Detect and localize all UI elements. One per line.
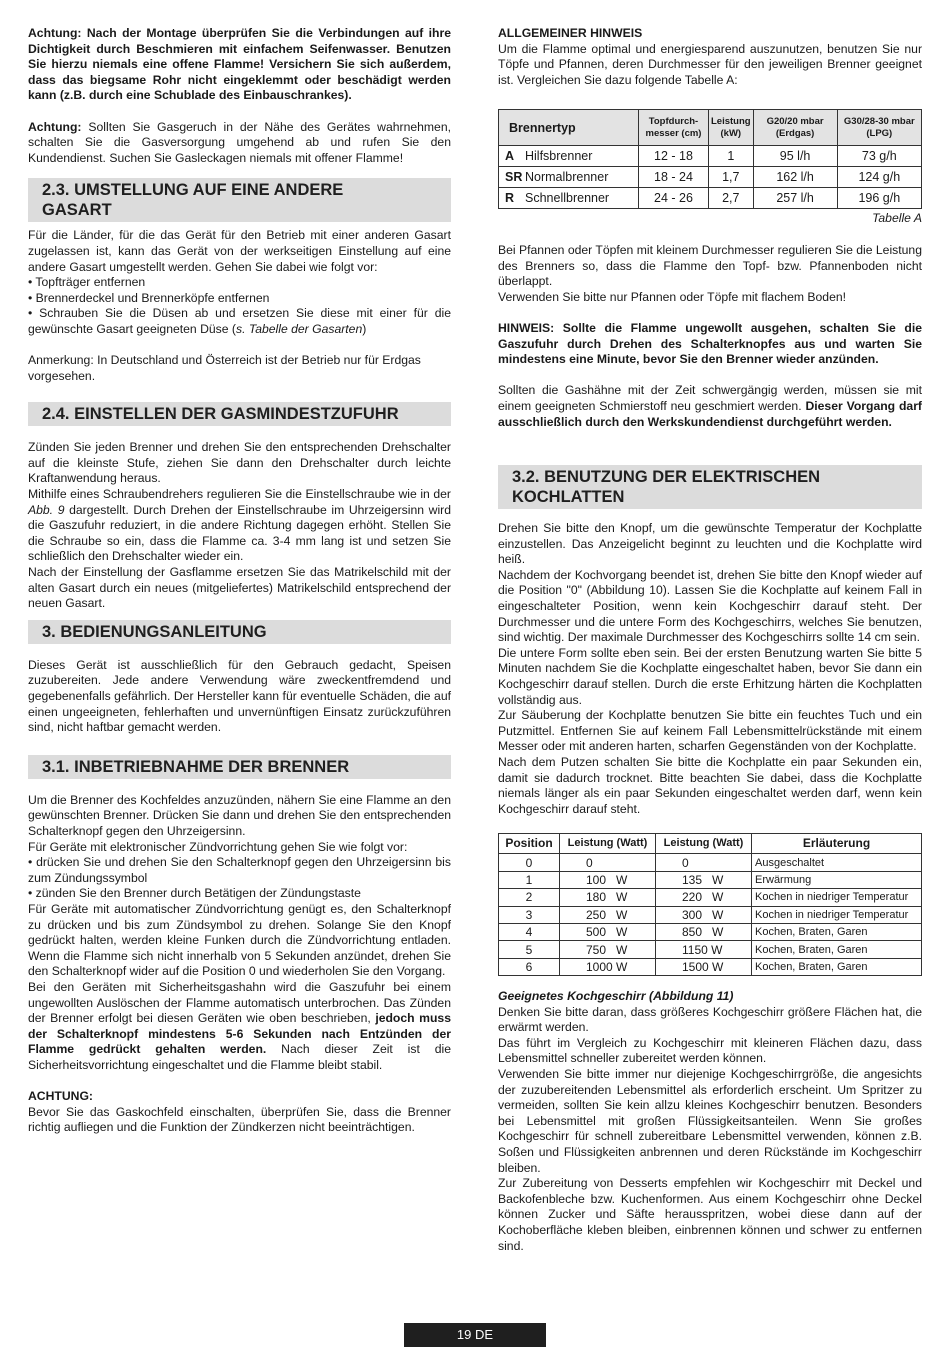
heading-line: KOCHLATTEN (512, 488, 625, 507)
bold-text: Dieser Vorgang darf ausschließlich durch den Werkskundendienst durchgeführt werden. (498, 398, 922, 429)
table-cell: Kochen in niedriger Temperatur (752, 906, 922, 923)
table-caption: Tabelle A (872, 211, 922, 226)
table-cell: 2,7 (709, 188, 754, 209)
table-cell: 1000 W (560, 958, 656, 975)
table-cell: Erwärmung (752, 871, 922, 888)
table-cell: Kochen, Braten, Garen (752, 923, 922, 940)
warning-paragraph-2 (28, 120, 451, 167)
table-header: Erläuterung (752, 834, 922, 854)
bullet-item (28, 306, 451, 337)
table-row (499, 188, 922, 209)
heading-line: 3. BEDIENUNGSANLEITUNG (42, 622, 267, 641)
table-row (499, 167, 922, 188)
paragraph (28, 980, 451, 1074)
burner-code: R (505, 190, 515, 205)
table-cell: 6 (499, 958, 560, 975)
heading-line: 2.4. EINSTELLEN DER GASMINDESTZUFUHR (42, 405, 399, 424)
paragraph: Um die Brenner des Kochfeldes anzuzünden, nähern Sie eine Flamme an den gewünschten Brenner. Drücken Sie dann und drehen Sie den entsprechenden Schalterknopf gegen den Uhrzeigersinn. (28, 792, 451, 838)
table-cell: 0 (656, 854, 752, 871)
table-cell: Kochen in niedriger Temperatur (752, 889, 922, 906)
table-header: Leistung (Watt) (560, 834, 656, 854)
table-cell: 220 W (656, 889, 752, 906)
paragraph: Nach dem Putzen schalten Sie bitte die Kochplatte ein paar Sekunden ein, damit sie dadurch trocknet. Bitte beachten Sie dabei, dass die Kochplatte niemals länger als ein paar Sekunden eingeschaltet werden darf, wenn kein Kochgeschirr darauf steht. (498, 755, 922, 816)
table-cell: 5 (499, 941, 560, 958)
text: dargestellt. Durch Drehen der Einstellschraube im Uhrzeigersinn wird die Gaszufuhr reduziert, in die andere Richtung dagegen erhöht. Stellen Sie die Schraube so ein, dass die Flamme ca. 3-4 mm lang ist und setzen Sie schließlich den Drehschalter wieder ein. (28, 502, 451, 564)
page-number: 19 DE (404, 1323, 546, 1347)
table-reference: s. Tabelle der Gasarten (236, 321, 363, 336)
table-cell: 162 l/h (753, 167, 837, 188)
table-row (499, 906, 922, 923)
table-cell: 1150 W (656, 941, 752, 958)
burner-name: Hilfsbrenner (525, 148, 593, 163)
table-cell: 257 l/h (753, 188, 837, 209)
table-cell: 1500 W (656, 958, 752, 975)
text: Bei den Geräten mit Sicherheitsgashahn wird die Gaszufuhr bei einem ungewollten Auslöschen der Flamme automatisch unterbrochen. Das Zünden der Brenner erfolgt bei diesen Geräten wie oben beschrieben, (28, 979, 451, 1026)
paragraph (498, 383, 922, 430)
table-cell: 2 (499, 889, 560, 906)
table-cell: 1,7 (709, 167, 754, 188)
warning-text: Sollten Sie Gasgeruch in der Nähe des Gerätes wahrnehmen, schalten Sie die Gasversorgung umgehend ab und rufen Sie den Kundendienst. Suchen Sie Gasleckagen niemals mit offener Flamme! (28, 119, 451, 165)
table-row (499, 941, 922, 958)
table-cell: 850 W (656, 923, 752, 940)
bullet-text: • Schrauben Sie die Düsen ab und ersetzen Sie diese mit einer für die gewünschte Gasart geeigneten Düse ( (28, 306, 451, 336)
table-header: Leistung (kW) (709, 110, 754, 146)
burner-table (498, 109, 922, 209)
table-cell (499, 188, 639, 209)
table-cell: 135 W (656, 871, 752, 888)
left-column (28, 26, 451, 1136)
text: Mithilfe eines Schraubendrehers regulieren Sie die Einstellschraube wie in der (28, 487, 451, 502)
table-cell: 95 l/h (753, 146, 837, 167)
note-paragraph: Anmerkung: In Deutschland und Österreich ist der Betrieb nur für Erdgas vorgesehen. (28, 353, 421, 383)
section-heading-3-2 (498, 465, 922, 509)
table-cell: 180 W (560, 889, 656, 906)
table-cell: 0 (560, 854, 656, 871)
bullet-text-end: ) (362, 321, 367, 336)
table-cell: 12 - 18 (639, 146, 709, 167)
table-header-row (499, 110, 922, 146)
table-header: Topfdurch-messer (cm) (639, 110, 709, 146)
table-cell: 4 (499, 923, 560, 940)
table-cell: 73 g/h (837, 146, 921, 167)
section-heading-3 (28, 620, 451, 644)
text: Sollten die Gashähne mit der Zeit schwergängig werden, müssen sie mit einem geeigneten Schmierstoff neu geschmiert werden. (498, 383, 922, 413)
table-cell: 196 g/h (837, 188, 921, 209)
right-column (498, 26, 922, 1254)
paragraph: Zur Zubereitung von Desserts empfehlen wir Kochgeschirr mit Deckel und Backofenbleche bzw. Kuchenformen. Aus einem Kochgeschirr ohne Deckel können Zucker und Säfte herausspritzen, wobei diese dann auf der Kochoberfläche kleben bleiben, einbrennen können und schwer zu entfernen sind. (498, 1176, 922, 1253)
paragraph: Dieses Gerät ist ausschließlich für den Gebrauch gedacht, Speisen zuzubereiten. Jede andere Verwendung wäre zweckentfremdend und gegebenenfalls gefährlich. Der Hersteller kann für eventuelle Schäden, die auf einen ungeeigneten, fehlerhaften und unvernünftigen Einsatz zurückzuführen sind, nicht haftbar gemacht werden. (28, 657, 451, 735)
table-cell: 124 g/h (837, 167, 921, 188)
paragraph: Um die Flamme optimal und energiesparend auszunutzen, benutzen Sie nur Töpfe und Pfannen, deren Durchmesser für den jeweiligen Brenner geeignet ist. Vergleichen Sie dazu folgende Tabelle A: (498, 41, 922, 87)
table-cell: 750 W (560, 941, 656, 958)
table-cell: 18 - 24 (639, 167, 709, 188)
section-heading-3-1 (28, 755, 451, 779)
paragraph: Für Geräte mit automatischer Zündvorrichtung genügt es, den Schalterknopf zu drücken und bis zum Zündsymbol zu drehen. Solange Sie den Knopf gedrückt halten, werden kleine Funken durch die Zündvorrichtung entladen. Wenn die Flamme sich nicht innerhalb von 5 Sekunden anzündet, drehen Sie den Schalterknopf wider auf die Position 0 und wiederholen Sie den Vorgang. (28, 901, 451, 979)
table-cell: Ausgeschaltet (752, 854, 922, 871)
burner-name: Normalbrenner (525, 169, 609, 184)
paragraph: Nachdem der Kochvorgang beendet ist, drehen Sie bitte den Knopf wieder auf die Position "0" (Abbildung 10). Lassen Sie die Kochplatte auf keinem Fall in eingeschalteter Position, wenn kein Kochgeschirr darauf steht. Der Durchmesser und die untere Form des Kochgeschirrs, welches Sie benutzen, sind wichtig. Der maximale Durchmesser des Kochgeschirrs sollte 14 cm sein. (498, 567, 922, 645)
bold-text: jedoch muss der Schalterknopf mindestens 5-6 Sekunden nach Entzünden der Flamme gedrückt gehalten werden. (28, 1011, 451, 1057)
table-cell: 100 W (560, 871, 656, 888)
achtung-label: ACHTUNG: (28, 1089, 93, 1104)
table-row (499, 889, 922, 906)
table-header: G30/28-30 mbar (LPG) (837, 110, 921, 146)
paragraph: Verwenden Sie bitte nur Pfannen oder Töpfe mit flachem Boden! (498, 289, 847, 304)
table-row (499, 871, 922, 888)
table-cell: 300 W (656, 906, 752, 923)
paragraph: Die untere Form sollte eben sein. Bei der ersten Benutzung warten Sie bitte 5 Minuten nachdem Sie die Kochplatte eingeschaltet haben, bevor Sie dann ein Kochgeschirr darauf stellen. Durch die erste Erhitzung härten die Kochplatten vollständig aus. (498, 645, 922, 707)
table-row (499, 146, 922, 167)
table-cell: 500 W (560, 923, 656, 940)
figure-reference: Abb. 9 (28, 502, 65, 517)
table-header: Brennertyp (499, 110, 639, 146)
hinweis-paragraph: HINWEIS: Sollte die Flamme ungewollt ausgehen, schalten Sie die Gaszufuhr durch Drehen des Schalterknopfes aus und warten Sie mindestens eine Minute, bevor Sie den Brenner wieder anzünden. (498, 320, 922, 367)
table-row (499, 923, 922, 940)
paragraph: Bei Pfannen oder Töpfen mit kleinem Durchmesser regulieren Sie die Leistung des Brenners so, dass die Flamme den Topf- bzw. Pfannenboden nicht überlappt. (498, 242, 922, 289)
table-cell (499, 167, 639, 188)
paragraph: Zur Säuberung der Kochplatte benutzen Sie bitte ein feuchtes Tuch und ein Putzmittel. Entfernen Sie auf keinem Fall Lebensmittelrückstände mit einem Messer oder mit anderen harten, scharfen Gegenständen von der Kochplatte. (498, 708, 922, 754)
table-cell: Kochen, Braten, Garen (752, 958, 922, 975)
warning-label: Achtung: (28, 119, 82, 134)
table-cell: 24 - 26 (639, 188, 709, 209)
burner-name: Schnellbrenner (525, 190, 610, 205)
warning-paragraph: Achtung: Nach der Montage überprüfen Sie die Verbindungen auf ihre Dichtigkeit durch Beschmieren mit einfachem Seifenwasser. Benutzen Sie hierzu niemals eine offene Flamme! Versichern Sie sich außerdem, dass das biegsame Rohr nicht eingeklemmt oder beschädigt werden kann (z.B. durch eine Schublade des Einbauschrankes). (28, 26, 451, 103)
paragraph: Für die Länder, für die das Gerät für den Betrieb mit einer anderen Gasart zugelassen ist, kann das Gerät von der werkseitigen Einstellung auf eine andere Gasart umgestellt werden. Gehen Sie dabei wie folgt vor: (28, 228, 451, 274)
burner-code: SR (505, 169, 523, 184)
table-header: G20/20 mbar (Erdgas) (753, 110, 837, 146)
paragraph: Nach der Einstellung der Gasflamme ersetzen Sie das Matrikelschild mit der alten Gasart durch ein neues (mitgeliefertes) Matrikelschild entsprechend der neuen Gasart. (28, 565, 451, 611)
table-cell: 1 (709, 146, 754, 167)
paragraph: Bevor Sie das Gaskochfeld einschalten, überprüfen Sie, dass die Brenner richtig aufliegen und die Funktion der Zündkerzen nicht beeinträchtigen. (28, 1104, 451, 1135)
paragraph: Verwenden Sie bitte immer nur diejenige Kochgeschirrgröße, die angesichts der zuzubereitenden Lebensmittel als erforderlich erscheint. Um Spritzer zu vermeiden, sollten Sie kein allzu kleines Kochgeschirr benutzen. Besonders bei Lebensmittel mit großen Flüssigkeitsanteilen. Wenn Sie großes Kochgeschirr für schnell zubereitbare Lebensmittel verwenden, können z.B. Soßen und Flüssigkeiten anbrennen und deren Rückstände im Kochgeschirr bleiben. (498, 1067, 922, 1175)
paragraph: Denken Sie bitte daran, dass größeres Kochgeschirr größere Flächen hat, die erwärmt werden. (498, 1004, 922, 1035)
table-header: Position (499, 834, 560, 854)
bullet-item: • zünden Sie den Brenner durch Betätigen der Zündungstaste (28, 886, 361, 901)
table-row (499, 958, 922, 975)
table-cell: 1 (499, 871, 560, 888)
subheading: Geeignetes Kochgeschirr (Abbildung 11) (498, 989, 734, 1004)
bullet-item: • Brennerdeckel und Brennerköpfe entfernen (28, 290, 270, 305)
bullet-item: • Topfträger entfernen (28, 275, 146, 290)
heading-line: 3.2. BENUTZUNG DER ELEKTRISCHEN (512, 468, 821, 487)
table-cell: 250 W (560, 906, 656, 923)
table-cell: Kochen, Braten, Garen (752, 941, 922, 958)
section-heading-2-4 (28, 402, 451, 426)
table-cell (499, 146, 639, 167)
text: Nach dieser Zeit ist die Sicherheitsvorrichtung eingeschaltet und die Flamme bleibt stabil. (28, 1042, 451, 1072)
heading-line: 2.3. UMSTELLUNG AUF EINE ANDERE (42, 181, 344, 200)
heading-line: 3.1. INBETRIEBNAHME DER BRENNER (42, 757, 350, 776)
paragraph: Für Geräte mit elektronischer Zündvorrichtung gehen Sie wie folgt vor: (28, 839, 408, 854)
paragraph: Drehen Sie bitte den Knopf, um die gewünschte Temperatur der Kochplatte einzustellen. Das Anzeigelicht beginnt zu leuchten und die Kochplatte wird heiß. (498, 521, 922, 567)
table-row (499, 854, 922, 871)
table-cell: 0 (499, 854, 560, 871)
power-table (498, 833, 922, 976)
paragraph: Das führt im Vergleich zu Kochgeschirr mit kleineren Flächen dazu, dass Lebensmittel schneller zubereitet werden können. (498, 1035, 922, 1066)
hinweis-title: ALLGEMEINER HINWEIS (498, 26, 643, 40)
table-header-row (499, 834, 922, 854)
paragraph (28, 487, 451, 565)
table-header: Leistung (Watt) (656, 834, 752, 854)
heading-line: GASART (42, 201, 112, 220)
bullet-item: • drücken Sie und drehen Sie den Schalterknopf gegen den Uhrzeigersinn bis zum Zündungssymbol (28, 855, 451, 885)
section-heading-2-3 (28, 178, 451, 222)
burner-code: A (505, 148, 515, 163)
table-cell: 3 (499, 906, 560, 923)
paragraph: Zünden Sie jeden Brenner und drehen Sie den entsprechenden Drehschalter auf die kleinste Stufe, ziehen Sie dann den Drehschalter durch leichte Kraftanwendung heraus. (28, 440, 451, 486)
